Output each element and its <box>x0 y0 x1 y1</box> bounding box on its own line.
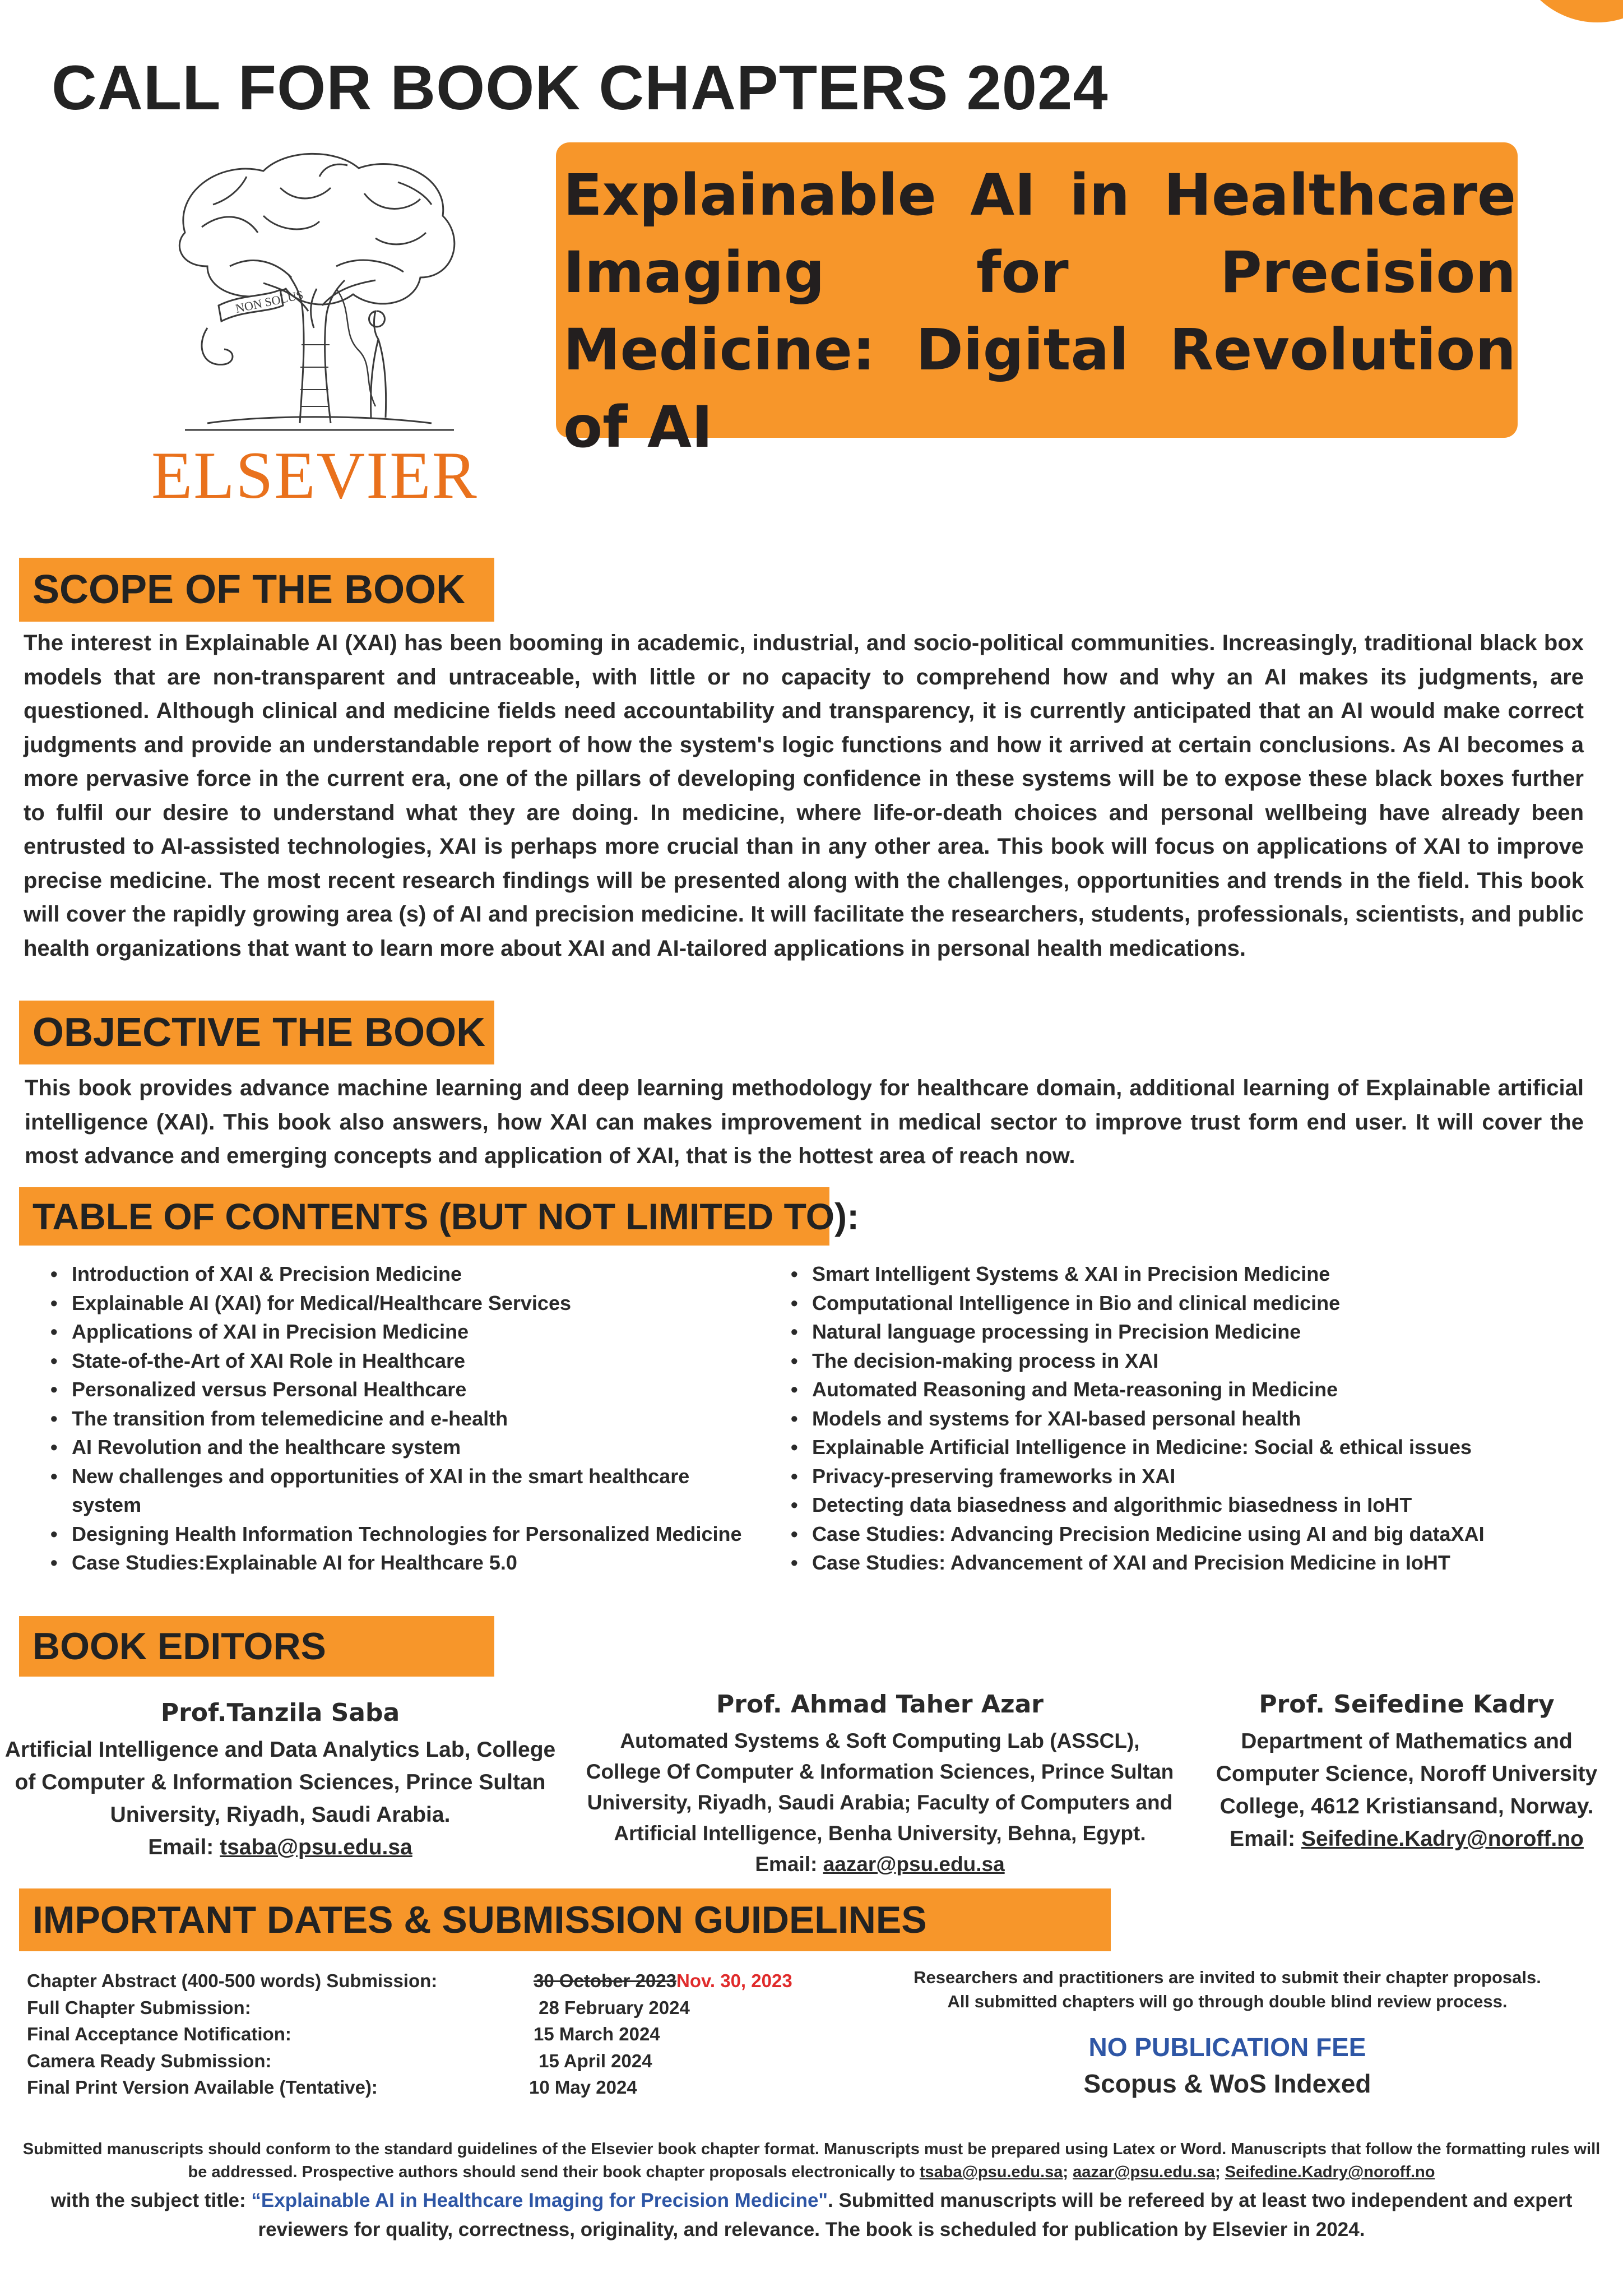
toc-item: • Case Studies:Explainable AI for Healthcare 5.0 <box>50 1548 768 1577</box>
page-title: CALL FOR BOOK CHAPTERS 2024 <box>52 53 1109 123</box>
old-date: 30 October 2023 <box>534 1970 676 1991</box>
date-row: Final Acceptance Notification: 15 March 2024 <box>27 2024 660 2044</box>
editor-email-link[interactable]: tsaba@psu.edu.sa <box>220 1835 412 1859</box>
toc-item: • The transition from telemedicine and e-health <box>50 1404 768 1433</box>
editor-card-azar <box>583 1690 1177 1880</box>
contact-email-link[interactable]: aazar@psu.edu.sa <box>1073 2163 1216 2181</box>
toc-item: • Case Studies: Advancement of XAI and Precision Medicine in IoHT <box>791 1548 1598 1577</box>
editors-heading: BOOK EDITORS <box>19 1616 494 1677</box>
editor-email-line: Email: Seifedine.Kadry@noroff.no <box>1230 1827 1584 1851</box>
toc-item: • New challenges and opportunities of XAI in the smart healthcare system <box>50 1462 705 1520</box>
editor-email-line: Email: tsaba@psu.edu.sa <box>148 1835 412 1859</box>
toc-item: • Detecting data biasedness and algorithmic biasedness in IoHT <box>791 1490 1598 1520</box>
scope-text: The interest in Explainable AI (XAI) has been booming in academic, industrial, and socio-political communities. Increasingly, traditional black box models that are non-transparent and untraceable, with little or no capacity to comprehend how and why an AI makes its judgments, are questioned. Although clinical and medicine fields need accountability and transparency, it is currently anticipated that an AI would make correct judgments and provide an understandable report of how the system's logic functions and how it arrived at certain conclusions. As AI becomes a more pervasive force in the current era, one of the pillars of developing confidence in these systems will be to expose these black boxes further to fulfil our desire to understand what they are doing. In medicine, where life-or-death choices and personal wellbeing have already been entrusted to AI-assisted technologies, XAI is perhaps more crucial than in any other area. This book will focus on applications of XAI to improve precise medicine. The most recent research findings will be presented along with the challenges, opportunities and trends in the field. This book will cover the rapidly growing area (s) of AI and precision medicine. It will facilitate the researchers, students, professionals, scientists, and public health organizations that want to learn more about XAI and AI-tailored applications in personal health medications. <box>24 631 1584 961</box>
toc-item: • Introduction of XAI & Precision Medicine <box>50 1260 768 1289</box>
editor-email-line: Email: aazar@psu.edu.sa <box>755 1853 1005 1876</box>
tree-emblem-icon <box>151 143 476 434</box>
elsevier-wordmark: ELSEVIER <box>151 438 478 512</box>
book-title: Explainable AI in Healthcare Imaging for Precision Medicine: Digital Revolution of AI <box>563 162 1516 461</box>
toc-item: • Natural language processing in Precision Medicine <box>791 1317 1598 1346</box>
editor-name: Prof. Seifedine Kadry <box>1259 1690 1555 1719</box>
date-row: Final Print Version Available (Tentative): 10 May 2024 <box>27 2077 637 2098</box>
submission-guidelines: Submitted manuscripts should conform to the standard guidelines of the Elsevier book chapter format. Manuscripts must be prepared using Latex or Word. Manuscripts that follow the formatting rules will be addressed. Prospective authors should send their book chapter proposals electronically to tsaba@psu.edu.sa; aazar@psu.edu.sa; Seifedine.Kadry@noroff.no <box>22 2140 1601 2181</box>
toc-item: • Smart Intelligent Systems & XAI in Precision Medicine <box>791 1260 1598 1289</box>
dates-heading: IMPORTANT DATES & SUBMISSION GUIDELINES <box>19 1888 1111 1951</box>
indexed-badge: Scopus & WoS Indexed <box>1083 2069 1371 2098</box>
date-row: Camera Ready Submission: 15 April 2024 <box>27 2050 652 2071</box>
contact-email-link[interactable]: tsaba@psu.edu.sa <box>919 2163 1063 2181</box>
corner-arc-decoration <box>1513 0 1623 22</box>
toc-item: • Models and systems for XAI-based personal health <box>791 1404 1598 1433</box>
toc-heading: TABLE OF CONTENTS (BUT NOT LIMITED TO): <box>19 1187 829 1246</box>
editor-name: Prof.Tanzila Saba <box>160 1698 400 1727</box>
elsevier-logo <box>151 143 478 512</box>
editor-name: Prof. Ahmad Taher Azar <box>716 1690 1044 1719</box>
logo-ribbon-text: NON SOLUS <box>234 287 305 316</box>
toc-item: • State-of-the-Art of XAI Role in Healthcare <box>50 1346 768 1376</box>
subject-title: “Explainable AI in Healthcare Imaging for Precision Medicine" <box>251 2189 828 2211</box>
editor-email-link[interactable]: Seifedine.Kadry@noroff.no <box>1301 1827 1584 1851</box>
dates-table <box>27 1968 924 2101</box>
editor-card-saba <box>0 1698 560 1864</box>
toc-item: • Case Studies: Advancing Precision Medicine using AI and big dataXAI <box>791 1520 1598 1549</box>
editor-affiliation: Artificial Intelligence and Data Analytics Lab, College of Computer & Information Sciences, Prince Sultan University, Riyadh, Saudi Arabia. <box>4 1738 556 1827</box>
toc-item: • Explainable Artificial Intelligence in Medicine: Social & ethical issues <box>791 1433 1598 1462</box>
toc-left-list <box>50 1260 768 1577</box>
toc-item: • AI Revolution and the healthcare system <box>50 1433 768 1462</box>
toc-item: • Personalized versus Personal Healthcare <box>50 1375 768 1404</box>
no-fee-badge: NO PUBLICATION FEE <box>1088 2033 1366 2062</box>
editor-card-kadry <box>1205 1690 1608 1855</box>
date-row: Chapter Abstract (400-500 words) Submission: 30 October 2023Nov. 30, 2023 <box>27 1970 792 1991</box>
editor-affiliation: Automated Systems & Soft Computing Lab (ASSCL), College Of Computer & Information Sciences, Prince Sultan University, Riyadh, Saudi Arabia; Faculty of Computers and Artificial Intelligence, Benha University, Behna, Egypt. <box>586 1729 1174 1845</box>
scope-heading: SCOPE OF THE BOOK <box>19 558 494 622</box>
toc-item: • Explainable AI (XAI) for Medical/Healthcare Services <box>50 1289 768 1318</box>
toc-item: • Automated Reasoning and Meta-reasoning in Medicine <box>791 1375 1598 1404</box>
editor-email-link[interactable]: aazar@psu.edu.sa <box>823 1853 1005 1876</box>
toc-item: • The decision-making process in XAI <box>791 1346 1598 1376</box>
toc-item: • Computational Intelligence in Bio and clinical medicine <box>791 1289 1598 1318</box>
date-row: Full Chapter Submission: 28 February 2024 <box>27 1997 690 2018</box>
objective-text: This book provides advance machine learning and deep learning methodology for healthcare domain, additional learning of Explainable artificial intelligence (XAI). This book also answers, how XAI can makes improvement in medical sector to improve trust form end user. It will cover the most advance and emerging concepts and application of XAI, that is the hottest area of reach now. <box>25 1076 1584 1168</box>
contact-email-link[interactable]: Seifedine.Kadry@noroff.no <box>1225 2163 1435 2181</box>
objective-heading: OBJECTIVE THE BOOK <box>19 1001 494 1064</box>
toc-item: • Privacy-preserving frameworks in XAI <box>791 1462 1598 1491</box>
revised-date: Nov. 30, 2023 <box>676 1970 792 1991</box>
toc-item: • Applications of XAI in Precision Medicine <box>50 1317 768 1346</box>
toc-item: • Designing Health Information Technologies for Personalized Medicine <box>50 1520 768 1549</box>
subject-title-note: with the subject title: “Explainable AI in Healthcare Imaging for Precision Medicine". Submitted manuscripts will be refereed by at least two independent and expert reviewers for quality, correctness, originality, and relevance. The book is scheduled for publication by Elsevier in 2024. <box>50 2189 1573 2241</box>
toc-right-list <box>791 1260 1598 1577</box>
editor-affiliation: Department of Mathematics and Computer Science, Noroff University College, 4612 Kristiansand, Norway. <box>1216 1729 1598 1818</box>
invite-note: Researchers and practitioners are invited to submit their chapter proposals. All submitted chapters will go through double blind review process. <box>913 1968 1541 2011</box>
